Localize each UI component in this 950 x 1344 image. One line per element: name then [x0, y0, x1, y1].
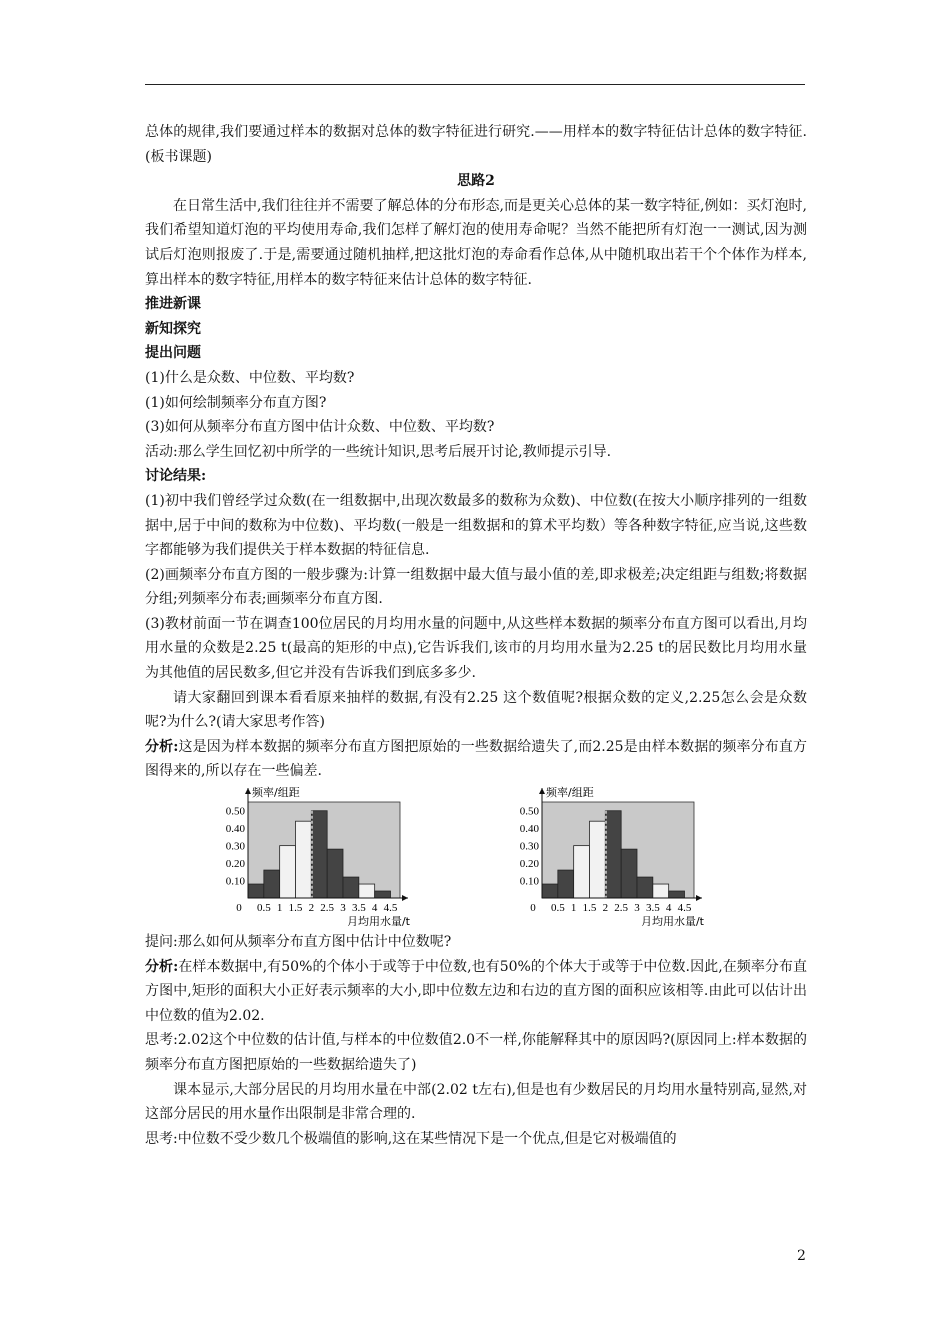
y-tick-label: 0.40: [225, 823, 245, 836]
y-axis-label: 频率/组距: [252, 786, 300, 800]
page-body: [145, 120, 807, 1151]
histogram-bar: [359, 884, 375, 898]
x-tick-label: 4: [665, 902, 672, 915]
textbook-paragraph: 课本显示,大部分居民的月均用水量在中部(2.02 t左右),但是也有少数居民的月均用水量特别高,显然,对这部分居民的用水量作出限制是非常合理的.: [145, 1081, 807, 1123]
histogram-bar: [264, 870, 280, 898]
histogram-left-svg: [217, 786, 412, 926]
x-axis-label: 月均用水量/t: [346, 915, 410, 927]
x-tick-label: 2: [602, 902, 609, 915]
x-tick-label: 3: [340, 902, 346, 915]
x-tick-label: 4.5: [677, 902, 692, 915]
histogram-bar: [558, 870, 574, 898]
histogram-bar: [621, 849, 637, 898]
histogram-right-svg: [511, 786, 721, 926]
section-heading: 思路2: [457, 173, 495, 190]
histogram-left: [217, 786, 412, 935]
think-1: 思考:2.02这个中位数的估计值,与样本的中位数值2.0不一样,你能解释其中的原因吗?(原因同上:样本数据的频率分布直方图把原始的一些数据给遗失了): [145, 1032, 807, 1073]
question-item: (1)什么是众数、中位数、平均数?: [145, 369, 355, 386]
histogram-figures: [145, 786, 807, 928]
x-tick-label: 1: [276, 902, 283, 915]
y-tick-label: 0.40: [519, 823, 539, 836]
heading-advance: 推进新课: [145, 296, 201, 313]
y-tick-label: 0.30: [519, 840, 539, 853]
question-item: (1)如何绘制频率分布直方图?: [145, 394, 327, 411]
x-axis-label: 月均用水量/t: [640, 915, 704, 927]
histogram-bar: [296, 821, 312, 898]
y-axis-label: 频率/组距: [546, 786, 594, 800]
y-axis-arrow: [539, 788, 545, 794]
result-4: 请大家翻回到课本看看原来抽样的数据,有没有2.25 这个数值呢?根据众数的定义,2.25怎么会是众数呢?为什么?(请大家思考作答): [145, 689, 807, 731]
x-tick-label: 0.5: [550, 902, 565, 915]
y-tick-label: 0.20: [519, 858, 539, 871]
histogram-bar: [311, 811, 327, 898]
analysis-2: [145, 955, 807, 1029]
results-heading: 讨论结果:: [145, 468, 207, 485]
x-tick-label: 2.5: [614, 902, 629, 915]
result-1: (1)初中我们曾经学过众数(在一组数据中,出现次数最多的数称为众数)、中位数(在按大小顺序排列的一组数据中,居于中间的数称为中位数)、平均数(一般是一组数据和的算术平均数）等各种数字特征,应当说,这些数字都能够为我们提供关于样本数据的特征信息.: [145, 492, 807, 559]
x-tick-label: 2: [308, 902, 315, 915]
x-tick-label: 0: [530, 902, 536, 915]
y-tick-label: 0.30: [225, 840, 245, 853]
histogram-bar: [669, 891, 685, 898]
question-2: 提问:那么如何从频率分布直方图中估计中位数呢?: [145, 934, 452, 951]
result-3: (3)教材前面一节在调查100位居民的月均用水量的问题中,从这些样本数据的频率分布直方图可以看出,月均用水量的众数是2.25 t(最高的矩形的中点),它告诉我们,该市的月均用水量为2.25 t的居民数比月均用水量为其他值的居民数多,但它并没有告诉我们到底多多少.: [145, 615, 807, 682]
x-tick-label: 1: [570, 902, 577, 915]
y-tick-label: 0.50: [519, 805, 539, 818]
histogram-right: [511, 786, 721, 935]
y-tick-label: 0.10: [225, 875, 245, 888]
x-tick-label: 4: [371, 902, 378, 915]
header-rule: [145, 84, 805, 85]
x-axis-arrow: [696, 895, 702, 901]
analysis-label: 分析:: [145, 738, 179, 755]
histogram-bar: [590, 821, 606, 898]
section-paragraph: 在日常生活中,我们往往并不需要了解总体的分布形态,而是更关心总体的某一数字特征,例如：买灯泡时,我们希望知道灯泡的平均使用寿命,我们怎样了解灯泡的使用寿命呢？当然不能把所有灯泡一一测试,因为测试后灯泡则报废了.于是,需要通过随机抽样,把这批灯泡的寿命看作总体,从中随机取出若干个个体作为样本,算出样本的数字特征,用样本的数字特征来估计总体的数字特征.: [145, 197, 807, 288]
x-tick-label: 3.5: [351, 902, 366, 915]
x-tick-label: 3.5: [645, 902, 660, 915]
analysis-text: 在样本数据中,有50%的个体小于或等于中位数,也有50%的个体大于或等于中位数.因此,在频率分布直方图中,矩形的面积大小正好表示频率的大小,即中位数左边和右边的直方图的面积应该相等.由此可以估计出中位数的值为2.02.: [145, 958, 807, 1024]
histogram-bar: [605, 811, 621, 898]
analysis-label: 分析:: [145, 958, 179, 975]
histogram-bar: [327, 849, 343, 898]
activity-text: 活动:那么学生回忆初中所学的一些统计知识,思考后展开讨论,教师提示引导.: [145, 443, 612, 460]
analysis-1: [145, 735, 807, 784]
x-tick-label: 1.5: [288, 902, 303, 915]
histogram-bar: [653, 884, 669, 898]
analysis-text: 这是因为样本数据的频率分布直方图把原始的一些数据给遗失了,而2.25是由样本数据的频率分布直方图得来的,所以存在一些偏差.: [145, 738, 808, 780]
x-tick-label: 2.5: [320, 902, 335, 915]
think-2: 思考:中位数不受少数几个极端值的影响,这在某些情况下是一个优点,但是它对极端值的: [145, 1130, 677, 1147]
y-axis-arrow: [245, 788, 251, 794]
histogram-bar: [375, 891, 391, 898]
intro-continuation: 总体的规律,我们要通过样本的数据对总体的数字特征进行研究.——用样本的数字特征估计总体的数字特征.(板书课题): [145, 124, 807, 165]
heading-questions: 提出问题: [145, 345, 201, 362]
x-tick-label: 0.5: [256, 902, 271, 915]
histogram-bar: [637, 877, 653, 898]
x-tick-label: 3: [634, 902, 640, 915]
x-axis-arrow: [402, 895, 408, 901]
heading-explore: 新知探究: [145, 320, 201, 337]
y-tick-label: 0.20: [225, 858, 245, 871]
histogram-bar: [574, 846, 590, 898]
result-2: (2)画频率分布直方图的一般步骤为:计算一组数据中最大值与最小值的差,即求极差;决定组距与组数;将数据分组;列频率分布表;画频率分布直方图.: [145, 566, 807, 608]
histogram-bar: [343, 877, 359, 898]
y-tick-label: 0.50: [225, 805, 245, 818]
x-tick-label: 0: [236, 902, 242, 915]
y-tick-label: 0.10: [519, 875, 539, 888]
page-number: 2: [797, 1248, 806, 1264]
histogram-bar: [248, 884, 264, 898]
x-tick-label: 1.5: [582, 902, 597, 915]
histogram-bar: [280, 846, 296, 898]
x-tick-label: 4.5: [383, 902, 398, 915]
question-item: (3)如何从频率分布直方图中估计众数、中位数、平均数?: [145, 419, 495, 436]
histogram-bar: [542, 884, 558, 898]
